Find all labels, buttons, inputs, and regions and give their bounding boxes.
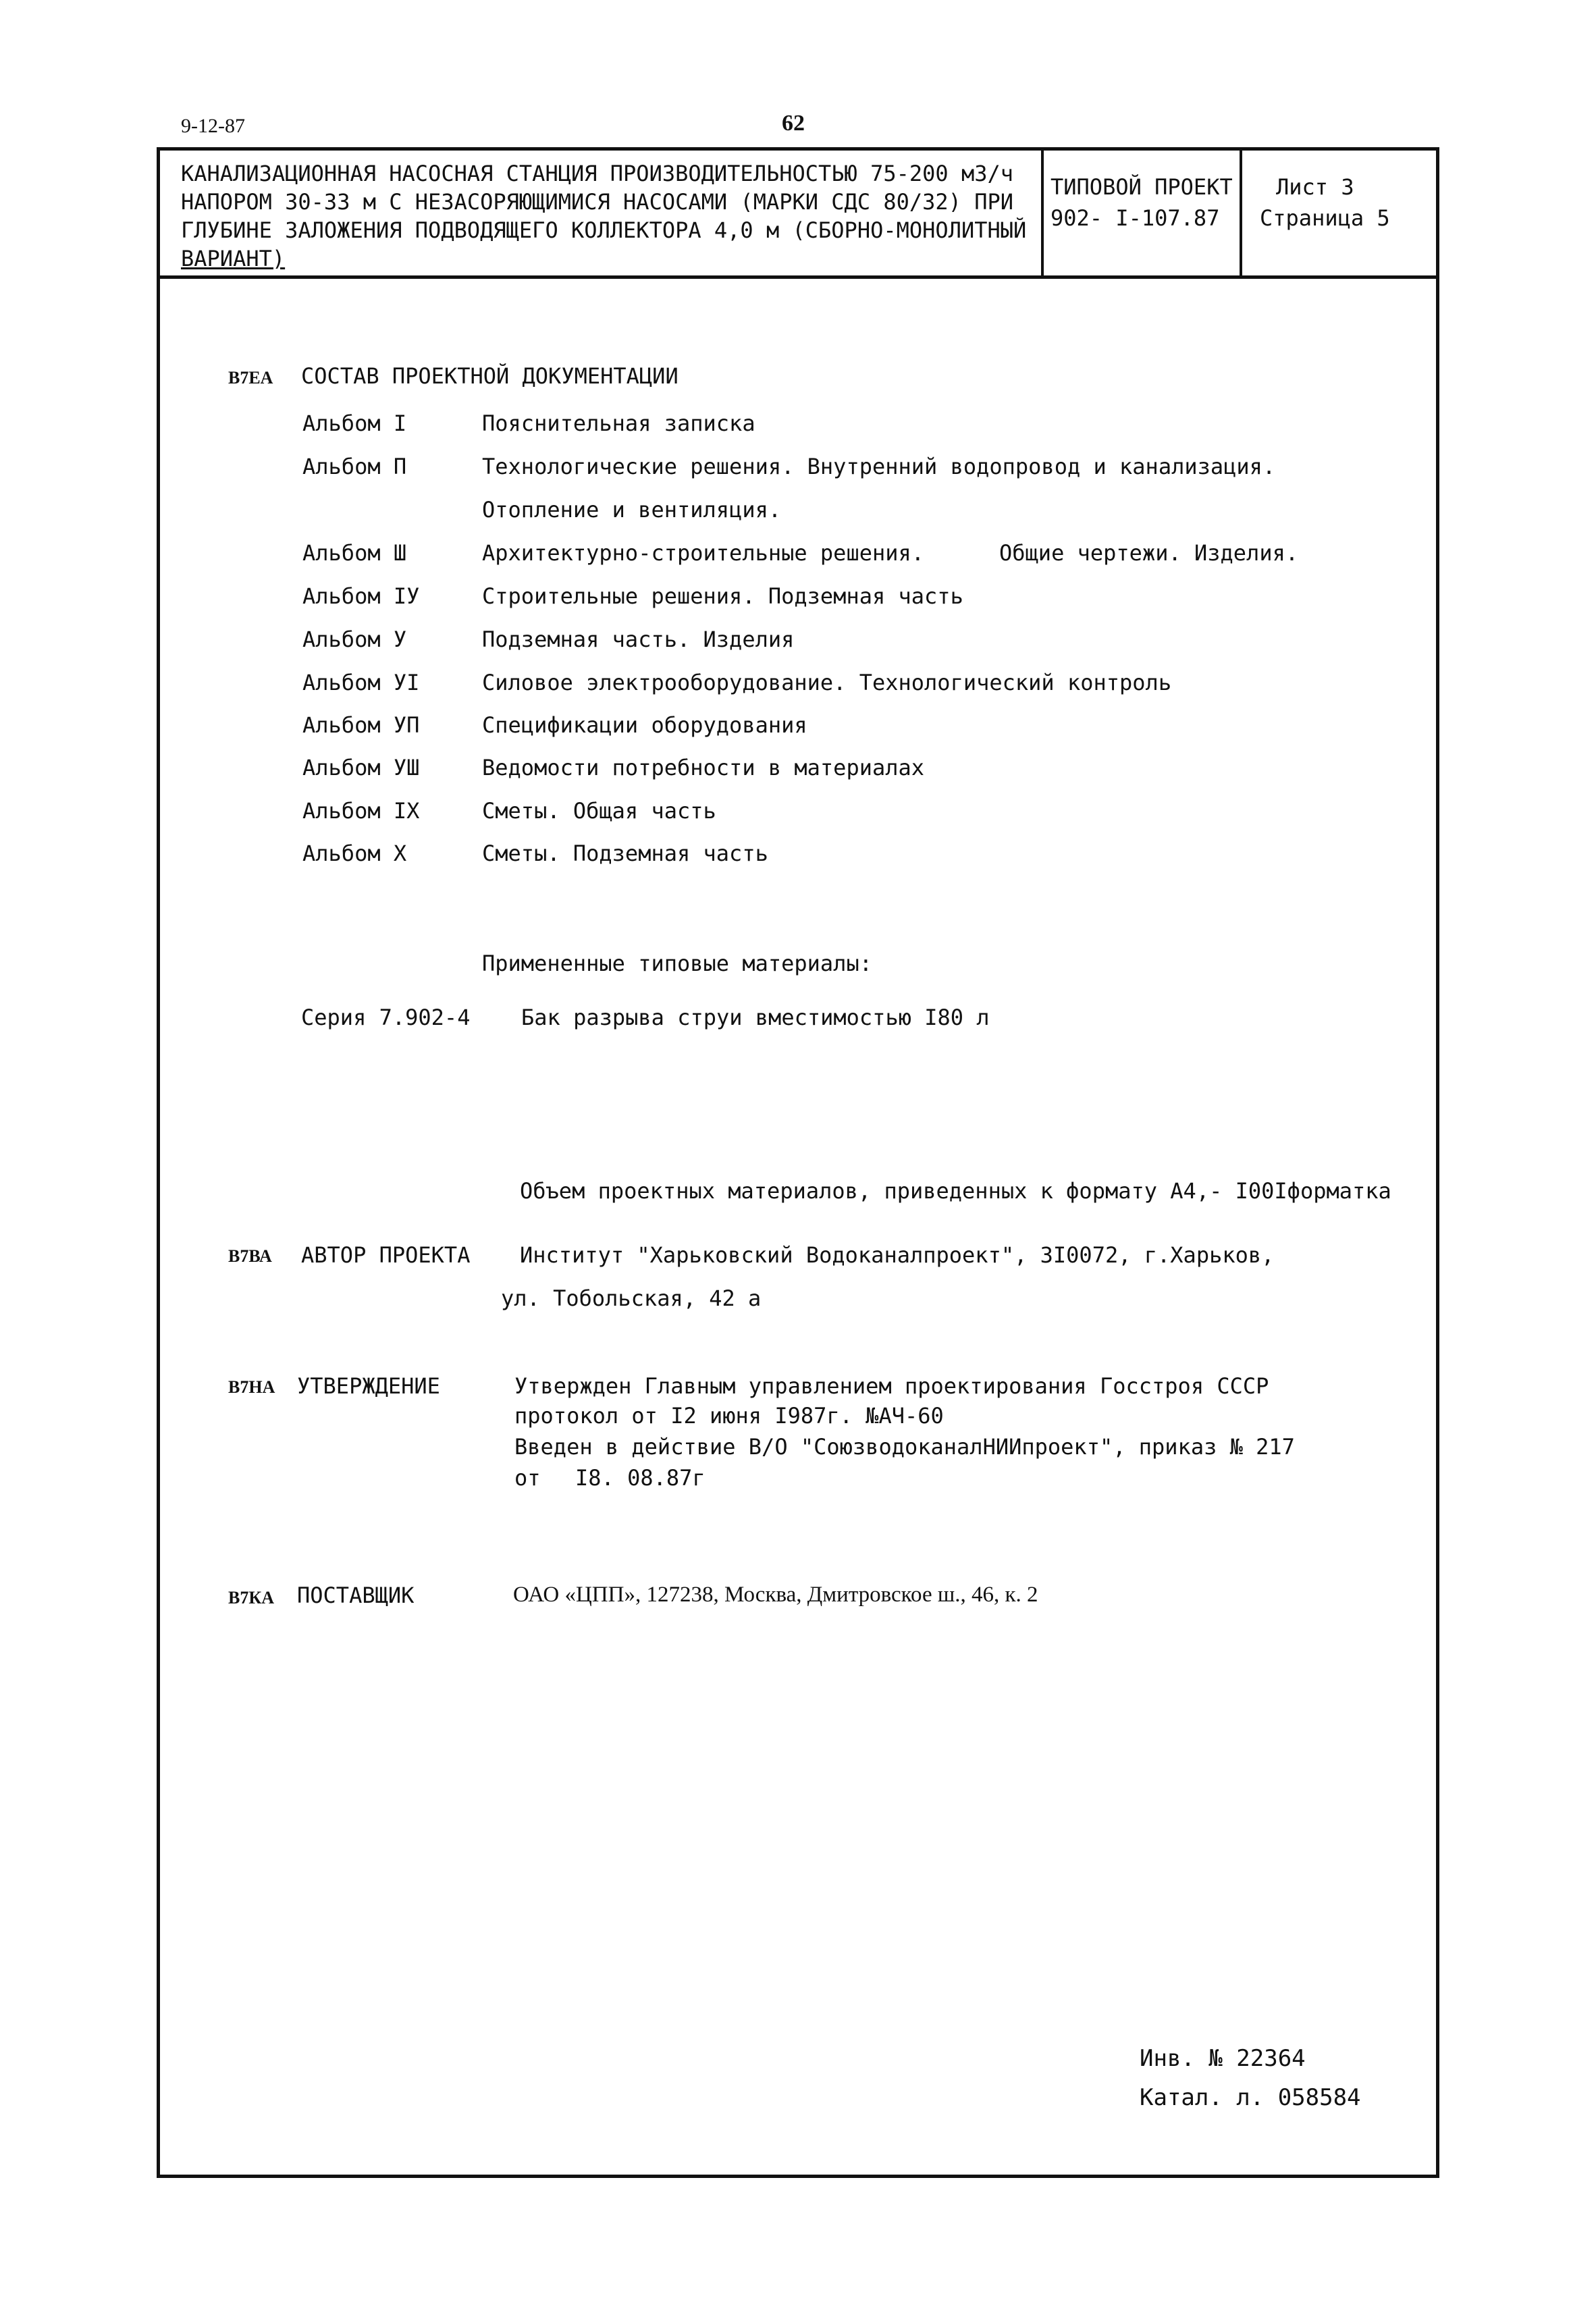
inventory-stamp [1140, 2039, 1361, 2117]
album-desc: Подземная часть. Изделия [482, 627, 795, 652]
header-project [1050, 171, 1233, 234]
album-name: Альбом У [302, 627, 407, 652]
header-column-divider [1240, 147, 1242, 277]
header-column-divider [1041, 147, 1044, 277]
typical-materials-heading: Примененные типовые материалы: [482, 951, 872, 976]
section-code: В7НА [228, 1377, 275, 1397]
section-title: АВТОР ПРОЕКТА [301, 1242, 471, 1268]
album-name: Альбом УШ [302, 755, 420, 780]
section-code: В7ЕА [228, 368, 273, 388]
album-desc: Архитектурно-строительные решения. [482, 540, 925, 566]
page-number: 62 [782, 111, 805, 136]
header-title-line: ГЛУБИНЕ ЗАЛОЖЕНИЯ ПОДВОДЯЩЕГО КОЛЛЕКТОРА 4,0 м (СБОРНО-МОНОЛИТНЫЙ [181, 217, 1027, 243]
approval-line: протокол от I2 июня I987г. №АЧ-60 [514, 1403, 944, 1429]
album-name: Альбом IУ [302, 583, 420, 609]
approval-line: Введен в действие В/О "СоюзводоканалНИИпроект", приказ № 217 [514, 1434, 1295, 1460]
sheet-number: Лист 3 [1276, 174, 1354, 200]
album-desc: Строительные решения. Подземная часть [482, 583, 963, 609]
author-line: ул. Тобольская, 42 а [501, 1285, 762, 1311]
document-date: 9-12-87 [181, 115, 245, 137]
section-title: УТВЕРЖДЕНИЕ [297, 1373, 440, 1399]
catalog-number: Катал. л. 058584 [1140, 2084, 1361, 2111]
album-desc: Пояснительная записка [482, 410, 755, 436]
approval-date: I8. 08.87г [575, 1465, 706, 1491]
album-desc: Отопление и вентиляция. [482, 497, 782, 523]
inventory-number: Инв. № 22364 [1140, 2045, 1306, 2072]
section-code: В7ВА [228, 1246, 272, 1266]
album-name: Альбом I [302, 410, 407, 436]
album-desc: Ведомости потребности в материалах [482, 755, 925, 780]
album-name: Альбом П [302, 454, 407, 479]
section-title: ПОСТАВЩИК [297, 1583, 415, 1608]
volume-statement: Объем проектных материалов, приведенных к формату А4,- I00Iформатка [520, 1178, 1391, 1204]
header-title-line: НАПОРОМ 30-33 м С НЕЗАСОРЯЮЩИМИСЯ НАСОСАМИ (МАРКИ СДС 80/32) ПРИ [181, 189, 1013, 215]
author-line: Институт "Харьковский Водоканалпроект", 3I0072, г.Харьков, [520, 1242, 1275, 1268]
project-number: 902- I-107.87 [1050, 205, 1220, 231]
album-desc: Сметы. Подземная часть [482, 841, 768, 866]
header-divider [157, 275, 1439, 279]
header-title-line: ВАРИАНТ) [181, 246, 286, 271]
section-title: СОСТАВ ПРОЕКТНОЙ ДОКУМЕНТАЦИИ [301, 363, 679, 389]
header-title-line: КАНАЛИЗАЦИОННАЯ НАСОСНАЯ СТАНЦИЯ ПРОИЗВОДИТЕЛЬНОСТЬЮ 75-200 м3/ч [181, 161, 1013, 186]
album-desc: Технологические решения. Внутренний водопровод и канализация. [482, 454, 1276, 479]
album-desc: Силовое электрооборудование. Технологический контроль [482, 670, 1172, 695]
album-name: Альбом X [302, 841, 407, 866]
album-name: Альбом УП [302, 712, 420, 738]
page-frame [157, 147, 1439, 2178]
series-description: Бак разрыва струи вместимостью I80 л [521, 1005, 990, 1030]
approval-date-prefix: от [514, 1465, 541, 1491]
series-number: Серия 7.902-4 [301, 1005, 471, 1030]
project-label: ТИПОВОЙ ПРОЕКТ [1050, 174, 1233, 200]
supplier-text: ОАО «ЦПП», 127238, Москва, Дмитровское ш., 46, к. 2 [513, 1583, 1038, 1607]
header-title [181, 159, 1038, 273]
header-sheet [1260, 171, 1390, 234]
album-desc: Спецификации оборудования [482, 712, 807, 738]
album-desc-extra: Общие чертежи. Изделия. [999, 540, 1299, 566]
album-desc: Сметы. Общая часть [482, 798, 716, 824]
album-name: Альбом Ш [302, 540, 407, 566]
sheet-page: Страница 5 [1260, 205, 1390, 231]
album-name: Альбом УI [302, 670, 420, 695]
approval-line: Утвержден Главным управлением проектирования Госстроя СССР [514, 1373, 1269, 1399]
album-name: Альбом IX [302, 798, 420, 824]
section-code: В7КА [228, 1588, 274, 1607]
